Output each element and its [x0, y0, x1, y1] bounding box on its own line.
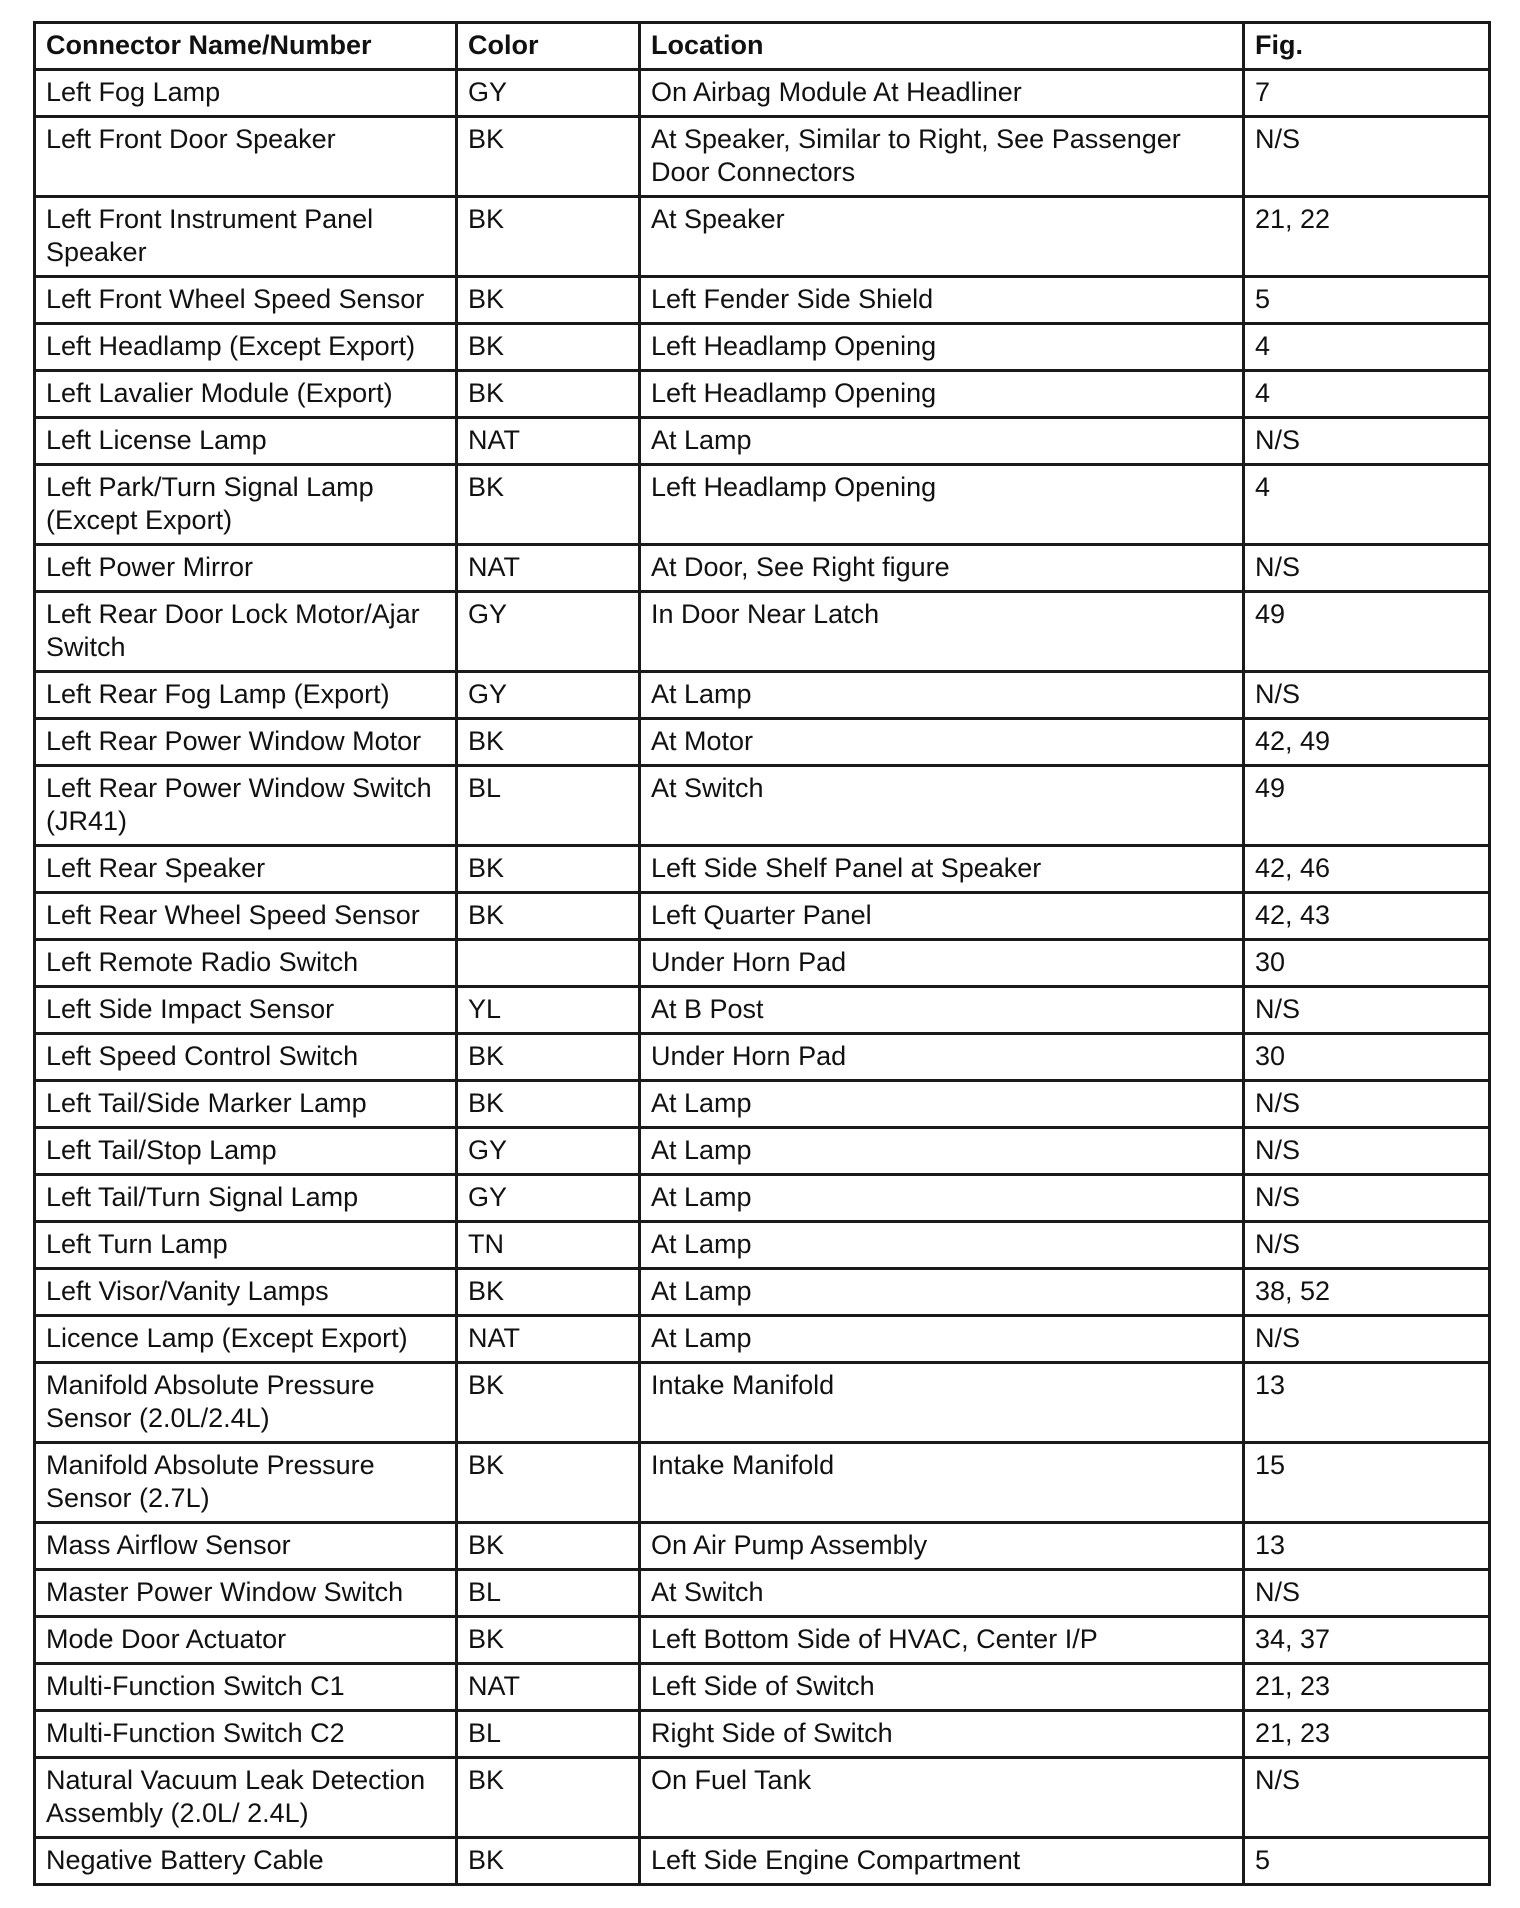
cell-fig: 4: [1244, 371, 1490, 418]
cell-location: At Lamp: [640, 1316, 1244, 1363]
cell-connector-name: Manifold Absolute Pressure Sensor (2.0L/2.4L): [35, 1363, 457, 1443]
cell-color: NAT: [457, 1664, 640, 1711]
cell-location: Left Bottom Side of HVAC, Center I/P: [640, 1617, 1244, 1664]
table-row: [35, 719, 1490, 766]
cell-location: On Airbag Module At Headliner: [640, 70, 1244, 117]
table-row: [35, 1363, 1490, 1443]
cell-fig: 38, 52: [1244, 1269, 1490, 1316]
cell-location: Under Horn Pad: [640, 1034, 1244, 1081]
cell-location: At Motor: [640, 719, 1244, 766]
cell-color: BK: [457, 1081, 640, 1128]
table-row: [35, 1570, 1490, 1617]
cell-color: BK: [457, 197, 640, 277]
cell-location: Intake Manifold: [640, 1443, 1244, 1523]
cell-connector-name: Licence Lamp (Except Export): [35, 1316, 457, 1363]
cell-fig: 13: [1244, 1523, 1490, 1570]
cell-connector-name: Natural Vacuum Leak Detection Assembly (2.0L/ 2.4L): [35, 1758, 457, 1838]
header-fig: Fig.: [1244, 23, 1490, 70]
header-location: Location: [640, 23, 1244, 70]
cell-connector-name: Left Rear Speaker: [35, 846, 457, 893]
table-row: [35, 1711, 1490, 1758]
cell-location: Intake Manifold: [640, 1363, 1244, 1443]
cell-color: BL: [457, 1570, 640, 1617]
table-row: [35, 324, 1490, 371]
cell-color: BK: [457, 1269, 640, 1316]
table-row: [35, 893, 1490, 940]
cell-color: NAT: [457, 1316, 640, 1363]
cell-color: BK: [457, 1443, 640, 1523]
cell-color: BK: [457, 1034, 640, 1081]
cell-connector-name: Left Rear Wheel Speed Sensor: [35, 893, 457, 940]
cell-connector-name: Left Tail/Side Marker Lamp: [35, 1081, 457, 1128]
table-row: [35, 766, 1490, 846]
cell-color: BK: [457, 1363, 640, 1443]
cell-fig: 30: [1244, 1034, 1490, 1081]
cell-location: Under Horn Pad: [640, 940, 1244, 987]
table-body: [35, 70, 1490, 1885]
cell-fig: 21, 22: [1244, 197, 1490, 277]
table-row: [35, 1443, 1490, 1523]
cell-fig: N/S: [1244, 1222, 1490, 1269]
cell-connector-name: Left Rear Door Lock Motor/Ajar Switch: [35, 592, 457, 672]
table-row: [35, 1316, 1490, 1363]
cell-location: Left Headlamp Opening: [640, 371, 1244, 418]
cell-connector-name: Left Rear Power Window Motor: [35, 719, 457, 766]
cell-connector-name: Left Front Instrument Panel Speaker: [35, 197, 457, 277]
cell-location: At Speaker, Similar to Right, See Passenger Door Connectors: [640, 117, 1244, 197]
cell-fig: N/S: [1244, 672, 1490, 719]
cell-connector-name: Left Side Impact Sensor: [35, 987, 457, 1034]
cell-connector-name: Left Remote Radio Switch: [35, 940, 457, 987]
cell-fig: 30: [1244, 940, 1490, 987]
cell-fig: N/S: [1244, 418, 1490, 465]
cell-fig: N/S: [1244, 1316, 1490, 1363]
cell-location: At Lamp: [640, 418, 1244, 465]
cell-location: At Lamp: [640, 1222, 1244, 1269]
cell-fig: 34, 37: [1244, 1617, 1490, 1664]
cell-location: At Lamp: [640, 1128, 1244, 1175]
cell-color: BK: [457, 277, 640, 324]
cell-fig: N/S: [1244, 545, 1490, 592]
table-row: [35, 1269, 1490, 1316]
cell-fig: 4: [1244, 324, 1490, 371]
table-row: [35, 1222, 1490, 1269]
cell-location: At Lamp: [640, 672, 1244, 719]
cell-color: BK: [457, 1523, 640, 1570]
cell-color: BK: [457, 1838, 640, 1885]
connector-table: [33, 21, 1491, 1886]
cell-location: Left Headlamp Opening: [640, 465, 1244, 545]
cell-fig: N/S: [1244, 1081, 1490, 1128]
cell-fig: 42, 49: [1244, 719, 1490, 766]
cell-connector-name: Left License Lamp: [35, 418, 457, 465]
cell-location: On Air Pump Assembly: [640, 1523, 1244, 1570]
table-row: [35, 1758, 1490, 1838]
cell-fig: 49: [1244, 766, 1490, 846]
cell-connector-name: Left Rear Fog Lamp (Export): [35, 672, 457, 719]
table-row: [35, 371, 1490, 418]
cell-connector-name: Left Headlamp (Except Export): [35, 324, 457, 371]
cell-color: BK: [457, 1758, 640, 1838]
cell-connector-name: Left Front Wheel Speed Sensor: [35, 277, 457, 324]
cell-color: BK: [457, 893, 640, 940]
cell-color: YL: [457, 987, 640, 1034]
cell-fig: 5: [1244, 277, 1490, 324]
cell-connector-name: Left Tail/Stop Lamp: [35, 1128, 457, 1175]
cell-connector-name: Mode Door Actuator: [35, 1617, 457, 1664]
cell-location: Left Side Shelf Panel at Speaker: [640, 846, 1244, 893]
table-row: [35, 277, 1490, 324]
table-row: [35, 418, 1490, 465]
cell-location: Left Quarter Panel: [640, 893, 1244, 940]
cell-connector-name: Left Park/Turn Signal Lamp (Except Export): [35, 465, 457, 545]
table-row: [35, 1838, 1490, 1885]
cell-connector-name: Mass Airflow Sensor: [35, 1523, 457, 1570]
cell-fig: 42, 46: [1244, 846, 1490, 893]
cell-connector-name: Left Front Door Speaker: [35, 117, 457, 197]
cell-fig: N/S: [1244, 1570, 1490, 1617]
cell-connector-name: Negative Battery Cable: [35, 1838, 457, 1885]
table-row: [35, 846, 1490, 893]
cell-connector-name: Multi-Function Switch C1: [35, 1664, 457, 1711]
table-row: [35, 1034, 1490, 1081]
cell-fig: N/S: [1244, 117, 1490, 197]
cell-connector-name: Left Fog Lamp: [35, 70, 457, 117]
cell-color: GY: [457, 1128, 640, 1175]
cell-location: Left Headlamp Opening: [640, 324, 1244, 371]
cell-connector-name: Left Rear Power Window Switch (JR41): [35, 766, 457, 846]
cell-color: BK: [457, 719, 640, 766]
cell-fig: 42, 43: [1244, 893, 1490, 940]
cell-color: [457, 940, 640, 987]
cell-location: At Switch: [640, 1570, 1244, 1617]
cell-location: Left Side of Switch: [640, 1664, 1244, 1711]
header-row: [35, 23, 1490, 70]
cell-fig: 4: [1244, 465, 1490, 545]
cell-color: NAT: [457, 545, 640, 592]
table-row: [35, 592, 1490, 672]
table-row: [35, 70, 1490, 117]
table-row: [35, 1617, 1490, 1664]
cell-location: At B Post: [640, 987, 1244, 1034]
cell-color: BK: [457, 465, 640, 545]
cell-connector-name: Manifold Absolute Pressure Sensor (2.7L): [35, 1443, 457, 1523]
cell-location: At Speaker: [640, 197, 1244, 277]
table-row: [35, 987, 1490, 1034]
cell-location: Right Side of Switch: [640, 1711, 1244, 1758]
cell-color: GY: [457, 1175, 640, 1222]
table-row: [35, 1664, 1490, 1711]
table-row: [35, 545, 1490, 592]
cell-location: In Door Near Latch: [640, 592, 1244, 672]
cell-color: BK: [457, 117, 640, 197]
cell-fig: 5: [1244, 1838, 1490, 1885]
cell-connector-name: Left Turn Lamp: [35, 1222, 457, 1269]
table-row: [35, 1128, 1490, 1175]
header-connector-name: Connector Name/Number: [35, 23, 457, 70]
table-row: [35, 465, 1490, 545]
cell-fig: N/S: [1244, 987, 1490, 1034]
cell-color: BK: [457, 1617, 640, 1664]
cell-fig: 21, 23: [1244, 1711, 1490, 1758]
cell-location: Left Fender Side Shield: [640, 277, 1244, 324]
cell-color: BK: [457, 324, 640, 371]
cell-location: Left Side Engine Compartment: [640, 1838, 1244, 1885]
cell-color: BK: [457, 371, 640, 418]
table-row: [35, 1081, 1490, 1128]
cell-location: On Fuel Tank: [640, 1758, 1244, 1838]
cell-connector-name: Left Speed Control Switch: [35, 1034, 457, 1081]
cell-connector-name: Left Power Mirror: [35, 545, 457, 592]
cell-color: GY: [457, 592, 640, 672]
cell-location: At Door, See Right figure: [640, 545, 1244, 592]
cell-fig: 7: [1244, 70, 1490, 117]
cell-location: At Lamp: [640, 1269, 1244, 1316]
header-color: Color: [457, 23, 640, 70]
cell-fig: 15: [1244, 1443, 1490, 1523]
cell-connector-name: Left Tail/Turn Signal Lamp: [35, 1175, 457, 1222]
cell-location: At Lamp: [640, 1081, 1244, 1128]
table-row: [35, 940, 1490, 987]
cell-fig: N/S: [1244, 1128, 1490, 1175]
table-row: [35, 672, 1490, 719]
cell-fig: 21, 23: [1244, 1664, 1490, 1711]
cell-color: BK: [457, 846, 640, 893]
cell-color: GY: [457, 70, 640, 117]
cell-fig: N/S: [1244, 1175, 1490, 1222]
cell-connector-name: Multi-Function Switch C2: [35, 1711, 457, 1758]
cell-fig: 49: [1244, 592, 1490, 672]
cell-connector-name: Master Power Window Switch: [35, 1570, 457, 1617]
cell-color: BL: [457, 1711, 640, 1758]
table-row: [35, 1523, 1490, 1570]
cell-connector-name: Left Lavalier Module (Export): [35, 371, 457, 418]
cell-color: TN: [457, 1222, 640, 1269]
table-row: [35, 197, 1490, 277]
cell-location: At Switch: [640, 766, 1244, 846]
table-row: [35, 1175, 1490, 1222]
cell-connector-name: Left Visor/Vanity Lamps: [35, 1269, 457, 1316]
cell-color: GY: [457, 672, 640, 719]
cell-location: At Lamp: [640, 1175, 1244, 1222]
cell-fig: N/S: [1244, 1758, 1490, 1838]
cell-color: NAT: [457, 418, 640, 465]
table-row: [35, 117, 1490, 197]
cell-color: BL: [457, 766, 640, 846]
cell-fig: 13: [1244, 1363, 1490, 1443]
